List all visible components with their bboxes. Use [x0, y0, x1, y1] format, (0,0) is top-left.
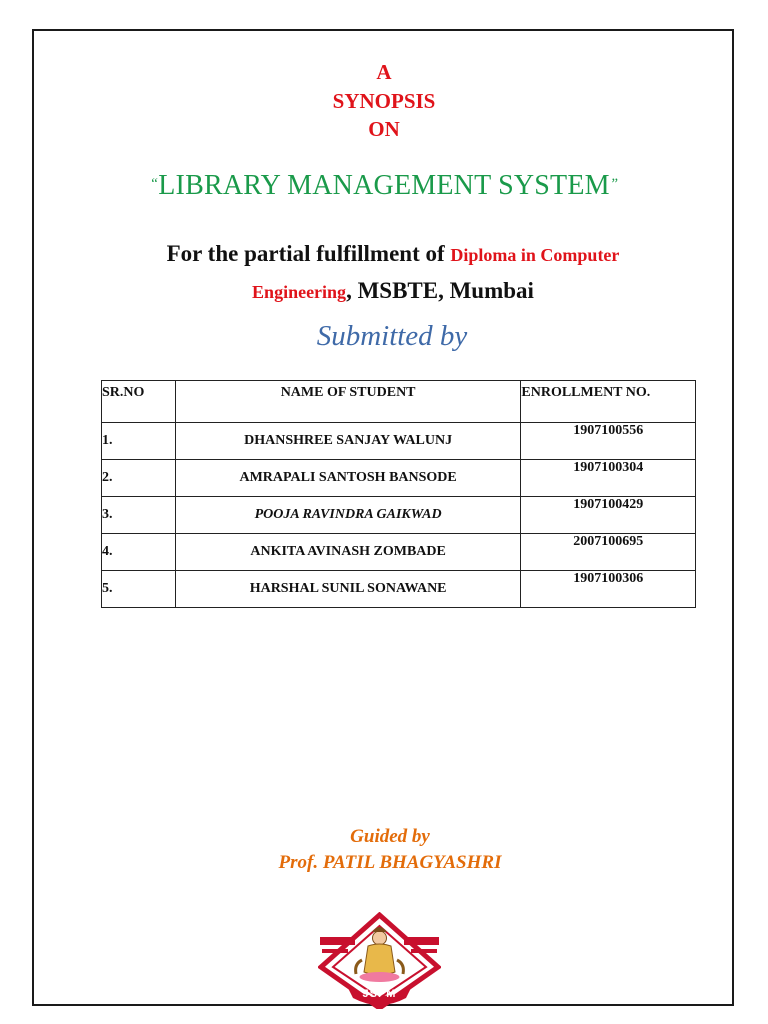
row-enrollment: 1907100556: [521, 423, 696, 460]
row-sr-no: 5.: [102, 571, 176, 608]
row-sr-no: 2.: [102, 460, 176, 497]
row-sr-no: 1.: [102, 423, 176, 460]
fulfillment-line-1: [0, 241, 768, 267]
guide-name: Prof. PATIL BHAGYASHRI: [278, 852, 502, 873]
header-enrollment: ENROLLMENT NO.: [521, 381, 696, 423]
row-student-name: HARSHAL SUNIL SONAWANE: [175, 571, 521, 608]
row-enrollment: 1907100306: [521, 571, 696, 608]
heading-a: A: [376, 60, 392, 84]
heading-synopsis: SYNOPSIS: [332, 89, 436, 113]
row-student-name: DHANSHREE SANJAY WALUNJ: [175, 423, 521, 460]
row-student-name: POOJA RAVINDRA GAIKWAD: [175, 497, 521, 534]
students-table: [101, 380, 696, 608]
row-student-name: ANKITA AVINASH ZOMBADE: [175, 534, 521, 571]
table-row: [102, 497, 696, 534]
heading-on: ON: [368, 117, 400, 141]
course-name-part2: Engineering: [252, 282, 347, 302]
row-enrollment: 1907100304: [521, 460, 696, 497]
table-row: [102, 423, 696, 460]
header-sr-no: SR.NO: [102, 381, 176, 423]
logo-text: JSPM: [362, 988, 397, 1000]
open-quote: “: [149, 176, 159, 192]
row-enrollment: 1907100429: [521, 497, 696, 534]
header-student-name: NAME OF STUDENT: [175, 381, 521, 423]
row-sr-no: 4.: [102, 534, 176, 571]
close-quote: ”: [609, 176, 619, 192]
guided-by-label: Guided by: [350, 826, 430, 847]
table-row: [102, 534, 696, 571]
row-sr-no: 3.: [102, 497, 176, 534]
table-row: [102, 460, 696, 497]
jspm-logo-icon: [318, 912, 441, 1009]
course-name-part1: Diploma in Computer: [450, 245, 620, 265]
row-student-name: AMRAPALI SANTOSH BANSODE: [175, 460, 521, 497]
submitted-by: Submitted by: [316, 320, 468, 352]
project-title: [0, 170, 768, 202]
row-enrollment: 2007100695: [521, 534, 696, 571]
table-header-row: [102, 381, 696, 423]
table-row: [102, 571, 696, 608]
fulfillment-prefix: For the partial fulfillment of: [166, 241, 451, 266]
project-title-text: LIBRARY MANAGEMENT SYSTEM: [158, 170, 610, 201]
board-location: , MSBTE, Mumbai: [346, 278, 534, 303]
fulfillment-line-2: [0, 278, 768, 304]
